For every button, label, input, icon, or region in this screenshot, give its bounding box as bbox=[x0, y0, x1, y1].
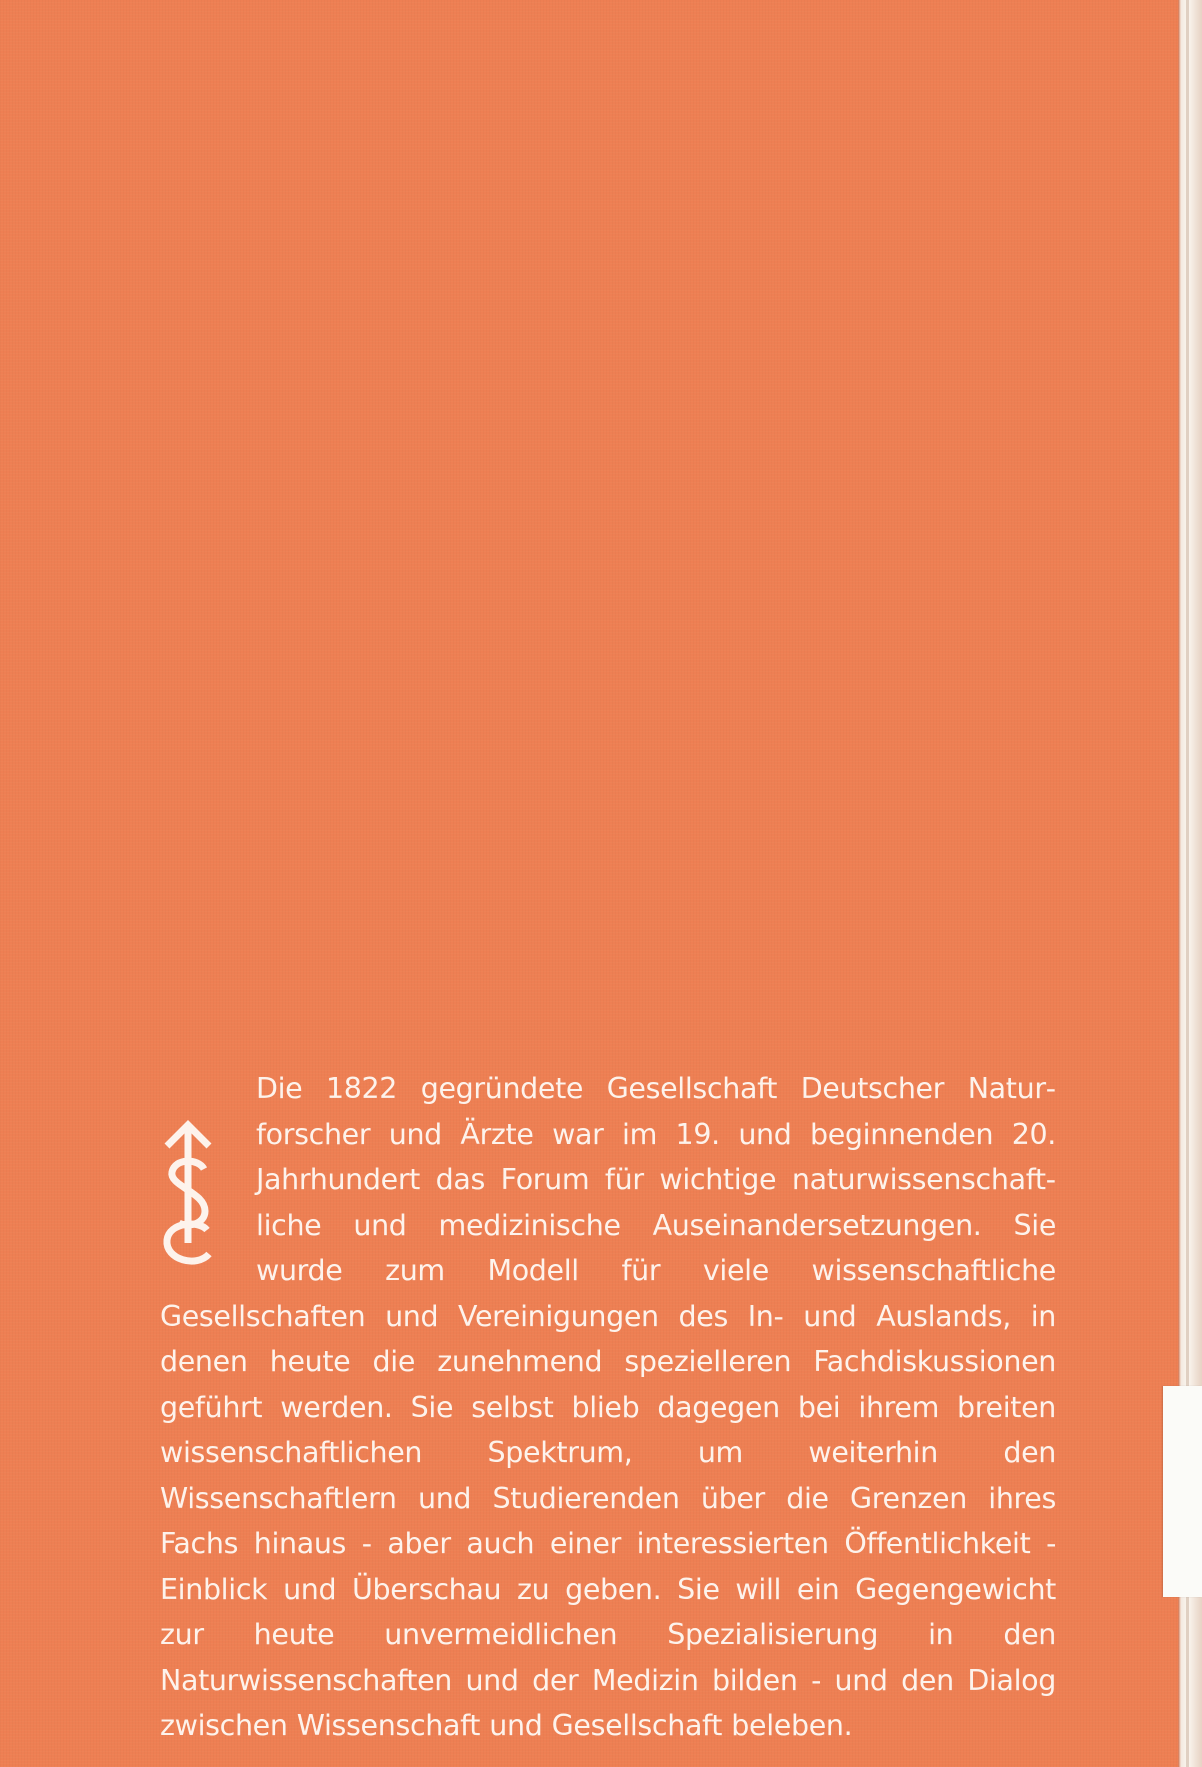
logo-indent-spacer bbox=[160, 1066, 256, 1291]
blurb-text: Die 1822 gegründete Gesellschaft Deutscher Naturforscher und Ärzte war im 19. und beginnenden 20. Jahrhundert das Forum für wichtige naturwissenschaftliche und medizinische Auseinandersetzungen. Sie wurde zum Modell für viele wissenschaftliche Gesellschaften und Vereinigungen des In- und Auslands, in denen heute die zunehmend spezielleren Fachdiskussionen geführt werden. Sie selbst blieb dagegen bei ihrem breiten wissenschaftlichen Spektrum, um weiterhin den Wissenschaftlern und Studierenden über die Grenzen ihres Fachs hinaus - aber auch einer interessierten Öffentlichkeit - Einblick und Überschau zu geben. Sie will ein Gegengewicht zur heute unvermeidlichen Spezialisierung in den Naturwissenschaften und der Medizin bilden - und den Dialog zwischen Wissenschaft und Gesellschaft beleben. bbox=[160, 1072, 1056, 1742]
cover-blurb-text bbox=[160, 1066, 1056, 1749]
library-label-sticker bbox=[1163, 1386, 1202, 1597]
